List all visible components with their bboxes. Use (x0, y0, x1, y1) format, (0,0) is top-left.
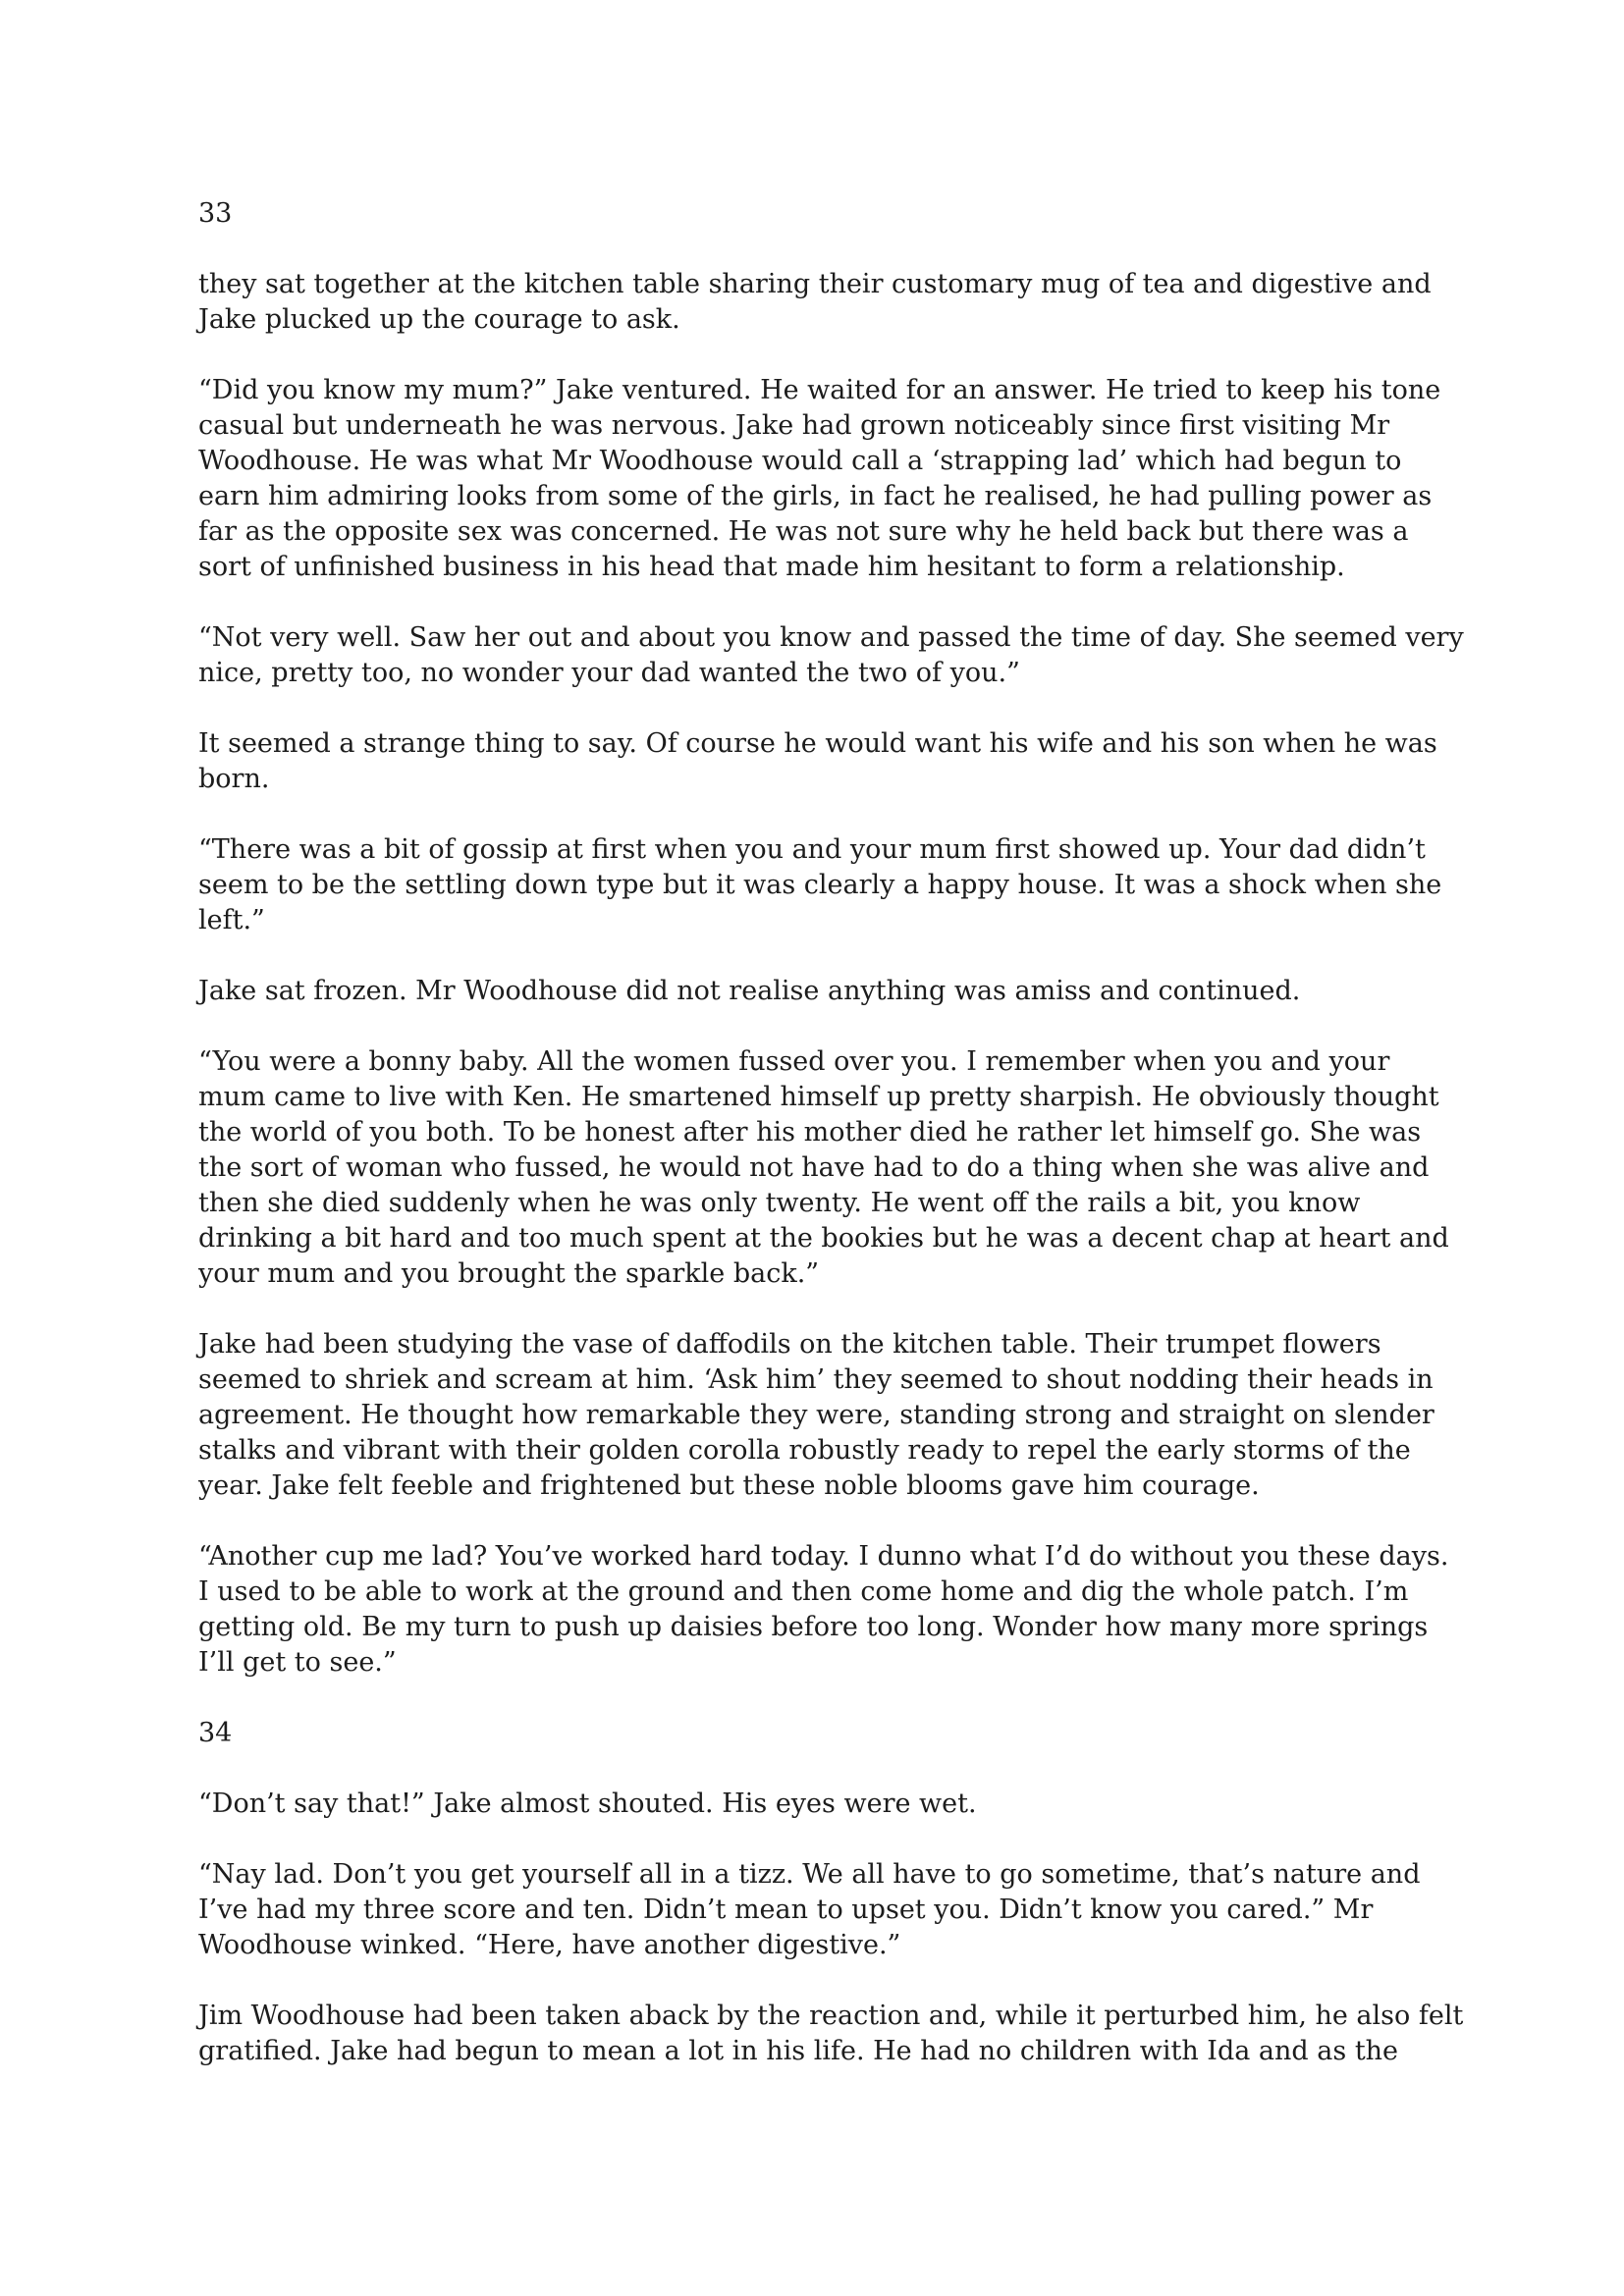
paragraph: Jake had been studying the vase of daffodils on the kitchen table. Their trumpet flowers seemed to shriek and scream at him. ‘Ask him’ they seemed to shout nodding their heads in agreement. He thought how remarkable they were, standing strong and straight on slender stalks and vibrant with their golden corolla robustly ready to repel the early storms of the year. Jake felt feeble and frightened but these noble blooms gave him courage. (198, 1329, 1435, 1501)
paragraph: they sat together at the kitchen table sharing their customary mug of tea and digestive and Jake plucked up the courage to ask. (198, 269, 1432, 335)
paragraph: It seemed a strange thing to say. Of course he would want his wife and his son when he was born. (198, 728, 1437, 794)
paragraph: “You were a bonny baby. All the women fussed over you. I remember when you and your mum came to live with Ken. He smartened himself up pretty sharpish. He obviously thought the world of you both. To be honest after his mother died he rather let himself go. She was the sort of woman who fussed, he would not have had to do a thing when she was alive and then she died suddenly when he was only twenty. He went off the rails a bit, you know drinking a bit hard and too much spent at the bookies but he was a decent chap at heart and your mum and you brought the sparkle back.” (198, 1046, 1449, 1289)
paragraph: “Another cup me lad? You’ve worked hard today. I dunno what I’d do without you these days. I used to be able to work at the ground and then come home and dig the whole patch. I’m getting old. Be my turn to push up daisies before too long. Wonder how many more springs I’ll get to see.” (198, 1541, 1449, 1678)
paragraph: “Nay lad. Don’t you get yourself all in a tizz. We all have to go sometime, that’s nature and I’ve had my three score and ten. Didn’t mean to upset you. Didn’t know you cared.” Mr Woodhouse winked. “Here, have another digestive.” (198, 1859, 1421, 1960)
paragraph: “Did you know my mum?” Jake ventured. He waited for an answer. He tried to keep his tone casual but underneath he was nervous. Jake had grown noticeably since first visiting Mr Woodhouse. He was what Mr Woodhouse would call a ‘strapping lad’ which had begun to earn him admiring looks from some of the girls, in fact he realised, he had pulling power as far as the opposite sex was concerned. He was not sure why he held back but there was a sort of unfinished business in his head that made him hesitant to form a relationship. (198, 375, 1441, 582)
page-number-33: 33 (198, 198, 233, 229)
page-number-34: 34 (198, 1718, 233, 1748)
paragraph: “Not very well. Saw her out and about you know and passed the time of day. She seemed very nice, pretty too, no wonder your dad wanted the two of you.” (198, 622, 1464, 688)
paragraph: Jim Woodhouse had been taken aback by the reaction and, while it perturbed him, he also felt gratified. Jake had begun to mean a lot in his life. He had no children with Ida and as the (198, 2001, 1464, 2066)
paragraph: “There was a bit of gossip at first when you and your mum first showed up. Your dad didn’t seem to be the settling down type but it was clearly a happy house. It was a shock when she left.” (198, 834, 1442, 935)
document-page (198, 196, 1465, 2105)
paragraph: “Don’t say that!” Jake almost shouted. His eyes were wet. (198, 1789, 977, 1819)
paragraph: Jake sat frozen. Mr Woodhouse did not realise anything was amiss and continued. (198, 976, 1301, 1006)
